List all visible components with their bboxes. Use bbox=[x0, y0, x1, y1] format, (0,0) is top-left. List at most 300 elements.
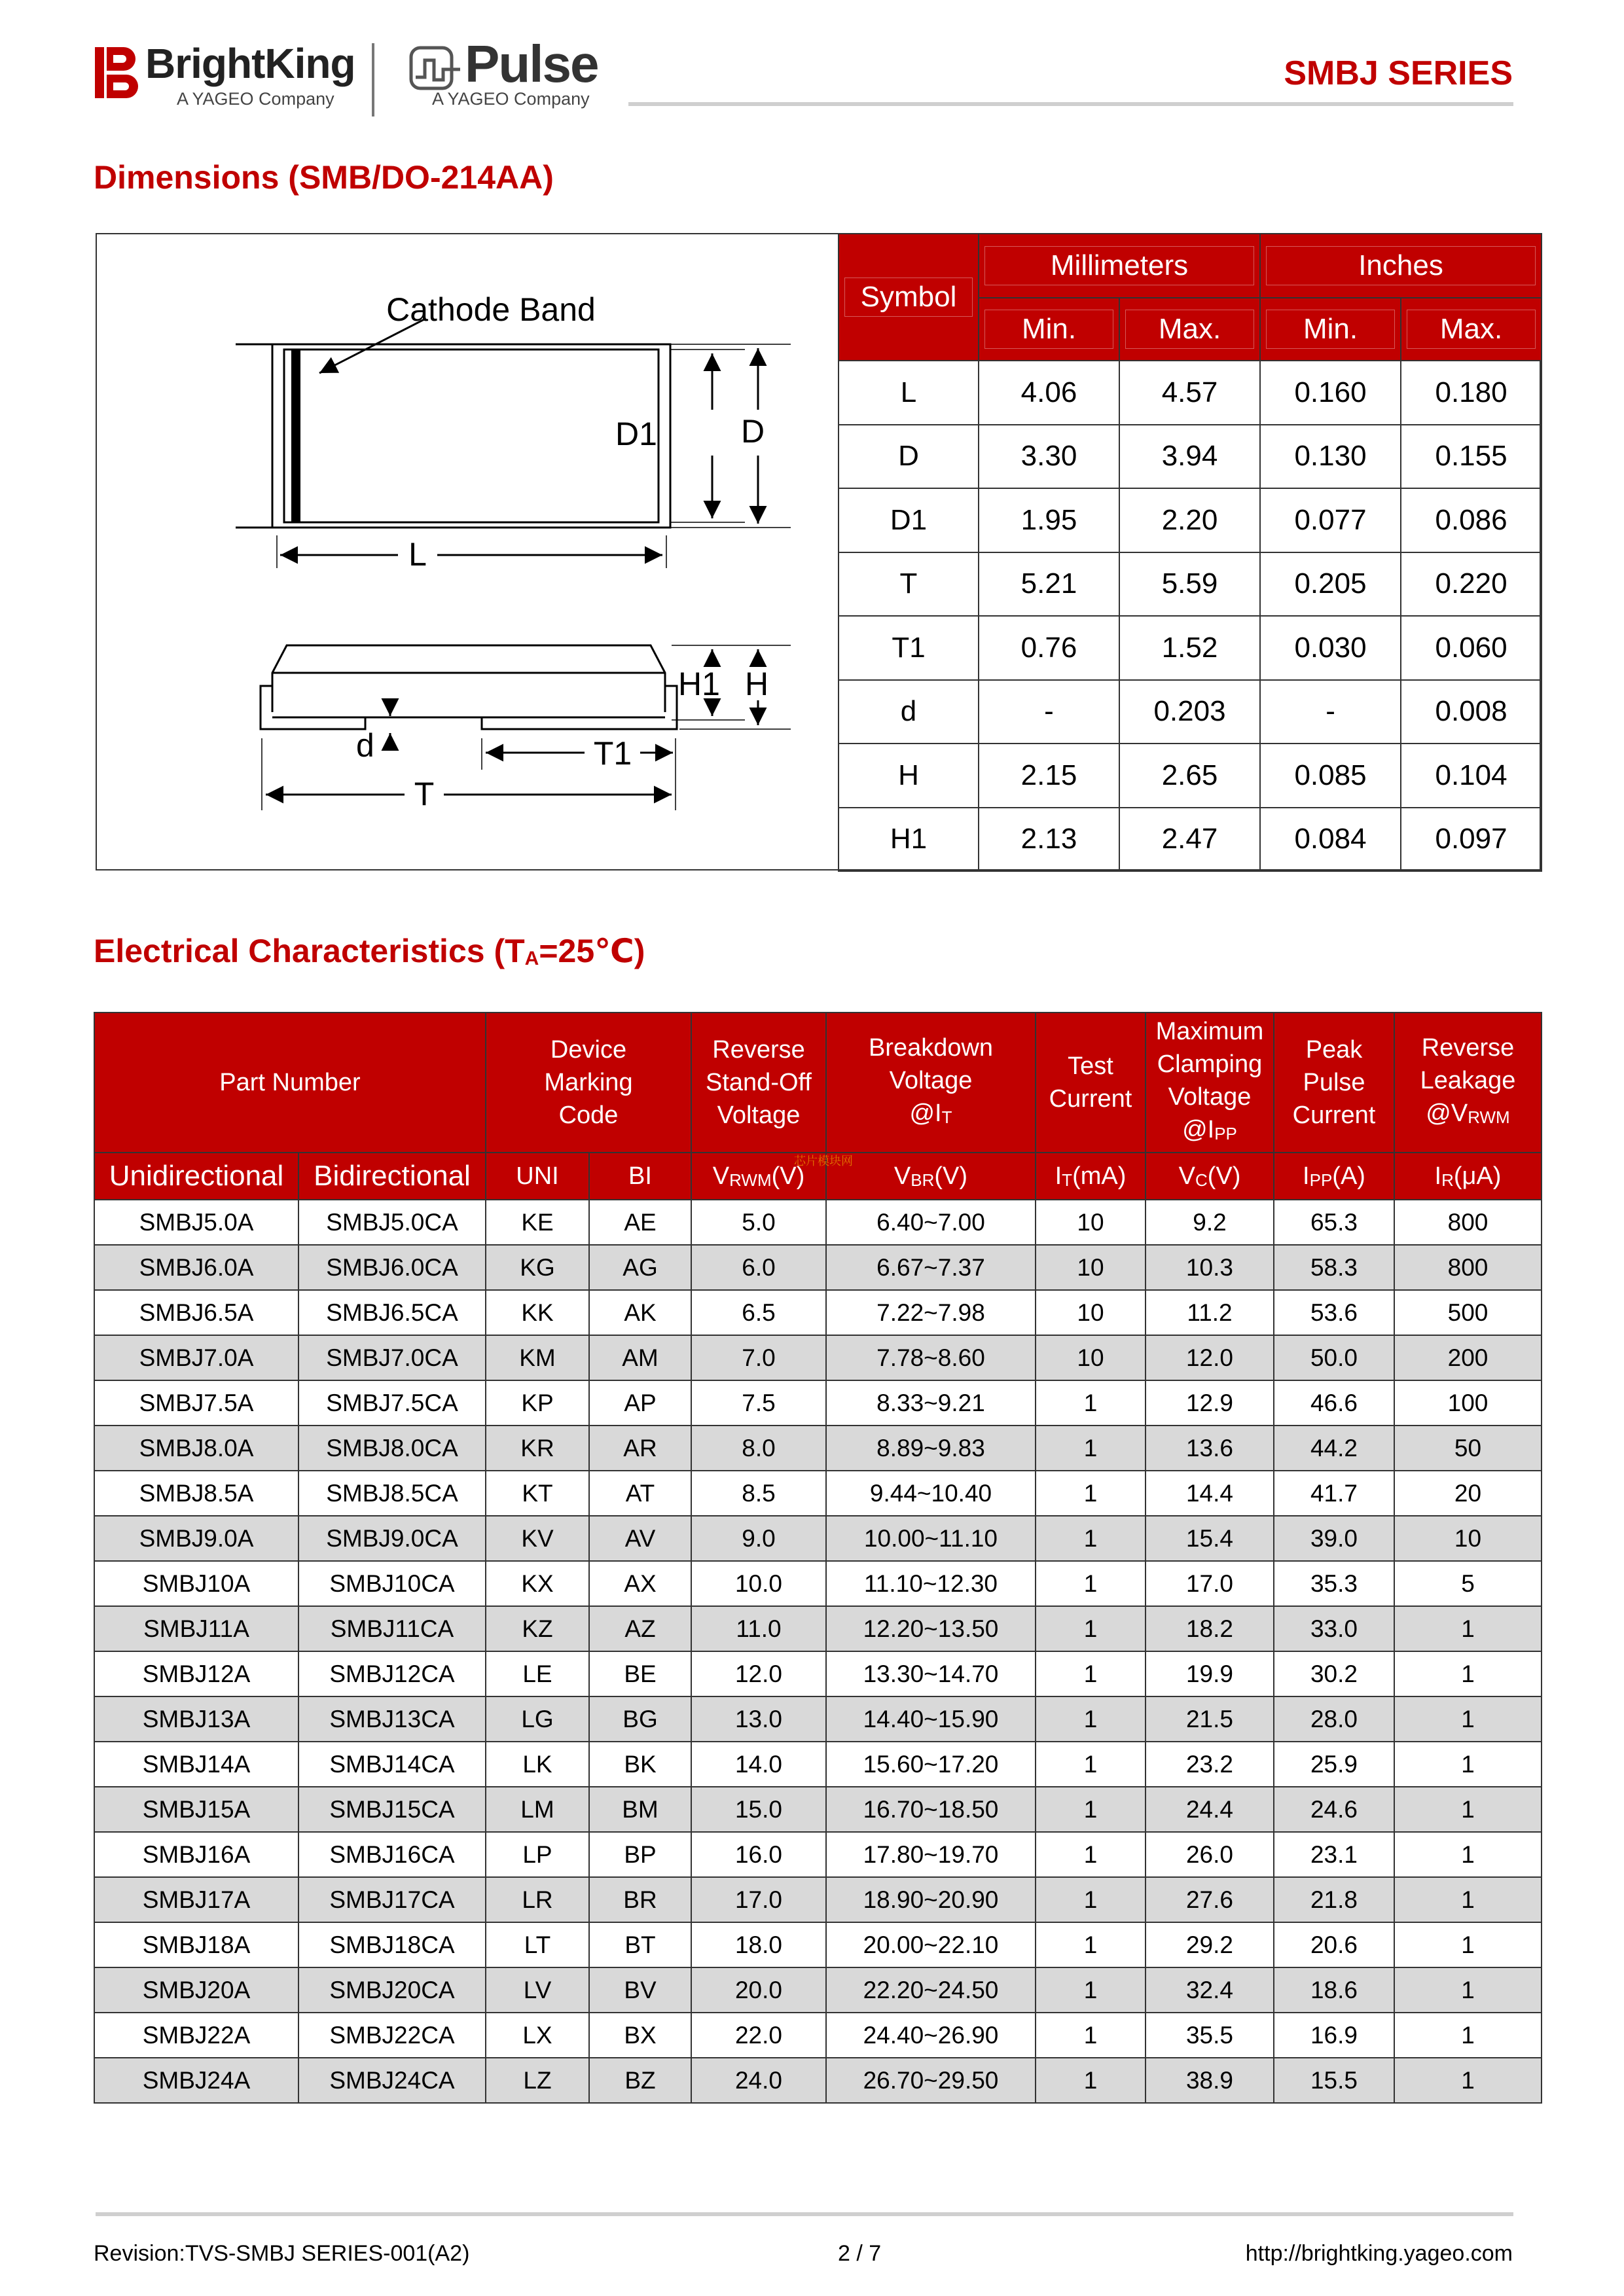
cell-bi-part: SMBJ22CA bbox=[298, 2013, 486, 2058]
uni-header: UNI bbox=[486, 1153, 589, 1200]
cell-vc: 12.0 bbox=[1146, 1335, 1274, 1380]
dimension-cell-mm-max: 4.57 bbox=[1119, 361, 1260, 425]
table-row bbox=[94, 1696, 1542, 1742]
dimension-cell-mm-max: 0.203 bbox=[1119, 680, 1260, 744]
cell-it: 1 bbox=[1036, 1922, 1146, 1967]
cell-vrwm: 6.0 bbox=[691, 1245, 826, 1290]
cell-bi-part: SMBJ6.5CA bbox=[298, 1290, 486, 1335]
dimension-cell-mm-min: 2.13 bbox=[979, 808, 1119, 872]
cell-ir: 1 bbox=[1394, 1787, 1542, 1832]
dimension-cell-mm-max: 5.59 bbox=[1119, 552, 1260, 617]
watermark-text: 芯片模块网 bbox=[794, 1155, 853, 1168]
l-label: L bbox=[408, 536, 427, 573]
cell-bi-code: AX bbox=[589, 1561, 691, 1606]
cell-bi-code: AM bbox=[589, 1335, 691, 1380]
cell-bi-part: SMBJ6.0CA bbox=[298, 1245, 486, 1290]
in-min-header: Min. bbox=[1260, 298, 1401, 361]
bi-header: BI bbox=[589, 1153, 691, 1200]
cell-vrwm: 10.0 bbox=[691, 1561, 826, 1606]
dimension-cell-in-max: 0.060 bbox=[1401, 616, 1542, 680]
device-marking-header: Device Marking Code bbox=[486, 1013, 691, 1153]
cell-uni-code: LV bbox=[486, 1967, 589, 2013]
cell-vbr: 8.33~9.21 bbox=[826, 1380, 1036, 1426]
cell-uni-part: SMBJ7.5A bbox=[94, 1380, 298, 1426]
cell-ipp: 46.6 bbox=[1274, 1380, 1394, 1426]
cell-bi-code: BX bbox=[589, 2013, 691, 2058]
cell-ipp: 33.0 bbox=[1274, 1606, 1394, 1651]
breakdown-voltage-header: Breakdown Voltage $@I_T$ bbox=[826, 1013, 1036, 1153]
cell-uni-part: SMBJ10A bbox=[94, 1561, 298, 1606]
cell-uni-code: KG bbox=[486, 1245, 589, 1290]
dimensions-table bbox=[838, 233, 1542, 872]
dimension-row bbox=[839, 744, 1542, 808]
cell-vrwm: 12.0 bbox=[691, 1651, 826, 1696]
cell-it: 1 bbox=[1036, 1561, 1146, 1606]
cell-ir: 5 bbox=[1394, 1561, 1542, 1606]
dimension-cell-mm-min: - bbox=[979, 680, 1119, 744]
cell-vbr: 15.60~17.20 bbox=[826, 1742, 1036, 1787]
cathode-band-label: Cathode Band bbox=[386, 291, 596, 328]
dimension-cell-mm-max: 1.52 bbox=[1119, 616, 1260, 680]
cell-vrwm: 24.0 bbox=[691, 2058, 826, 2103]
dimension-cell-in-min: 0.084 bbox=[1260, 808, 1401, 872]
vrwm-unit-header: $V_{RWM}(V)$ bbox=[691, 1153, 826, 1200]
cell-vrwm: 8.5 bbox=[691, 1471, 826, 1516]
vbr-unit-header: $V_{BR}(V)$ bbox=[826, 1153, 1036, 1200]
dimension-cell-symbol: T bbox=[839, 552, 979, 617]
cell-vbr: 26.70~29.50 bbox=[826, 2058, 1036, 2103]
cell-vc: 24.4 bbox=[1146, 1787, 1274, 1832]
pulse-logo-icon bbox=[409, 46, 463, 96]
peak-pulse-header: Peak Pulse Current bbox=[1274, 1013, 1394, 1153]
table-row bbox=[94, 1471, 1542, 1516]
cell-uni-part: SMBJ11A bbox=[94, 1606, 298, 1651]
cell-ipp: 15.5 bbox=[1274, 2058, 1394, 2103]
cell-uni-part: SMBJ12A bbox=[94, 1651, 298, 1696]
footer-rule bbox=[96, 2212, 1513, 2216]
ir-unit-header: $I_R(\mu A)$ bbox=[1394, 1153, 1542, 1200]
dimension-cell-in-max: 0.086 bbox=[1401, 488, 1542, 552]
cell-uni-code: LG bbox=[486, 1696, 589, 1742]
cell-it: 1 bbox=[1036, 1877, 1146, 1922]
cell-uni-code: KX bbox=[486, 1561, 589, 1606]
cell-ir: 10 bbox=[1394, 1516, 1542, 1561]
cell-ipp: 28.0 bbox=[1274, 1696, 1394, 1742]
cell-vbr: 24.40~26.90 bbox=[826, 2013, 1036, 2058]
cell-it: 1 bbox=[1036, 1380, 1146, 1426]
cell-vc: 10.3 bbox=[1146, 1245, 1274, 1290]
cell-uni-code: KT bbox=[486, 1471, 589, 1516]
dimension-cell-symbol: H1 bbox=[839, 808, 979, 872]
cell-it: 1 bbox=[1036, 1651, 1146, 1696]
table-row bbox=[94, 1245, 1542, 1290]
cell-vbr: 9.44~10.40 bbox=[826, 1471, 1036, 1516]
dimension-cell-mm-min: 2.15 bbox=[979, 744, 1119, 808]
cell-bi-part: SMBJ7.5CA bbox=[298, 1380, 486, 1426]
brightking-yageo-tagline: A YAGEO Company bbox=[177, 89, 334, 109]
ipp-unit-header: $I_{PP}(A)$ bbox=[1274, 1153, 1394, 1200]
electrical-characteristics-table bbox=[94, 1012, 1542, 2104]
cell-uni-code: LX bbox=[486, 2013, 589, 2058]
table-row bbox=[94, 1200, 1542, 1245]
dimension-cell-mm-min: 5.21 bbox=[979, 552, 1119, 617]
cell-ir: 1 bbox=[1394, 1832, 1542, 1877]
cell-bi-part: SMBJ13CA bbox=[298, 1696, 486, 1742]
cell-ipp: 16.9 bbox=[1274, 2013, 1394, 2058]
max-clamping-header: Maximum Clamping Voltage $@I_{PP}$ bbox=[1146, 1013, 1274, 1153]
electrical-title: Electrical Characteristics $(T_A=25℃)$ bbox=[94, 933, 645, 969]
cell-ir: 800 bbox=[1394, 1245, 1542, 1290]
cell-uni-code: KP bbox=[486, 1380, 589, 1426]
cell-ir: 1 bbox=[1394, 1651, 1542, 1696]
cell-it: 1 bbox=[1036, 1696, 1146, 1742]
cell-vrwm: 13.0 bbox=[691, 1696, 826, 1742]
dimension-cell-in-min: 0.130 bbox=[1260, 425, 1401, 489]
dimension-row bbox=[839, 488, 1542, 552]
cell-ipp: 50.0 bbox=[1274, 1335, 1394, 1380]
cell-vc: 17.0 bbox=[1146, 1561, 1274, 1606]
cell-uni-part: SMBJ5.0A bbox=[94, 1200, 298, 1245]
cell-vc: 21.5 bbox=[1146, 1696, 1274, 1742]
table-row bbox=[94, 1380, 1542, 1426]
test-current-header: Test Current bbox=[1036, 1013, 1146, 1153]
dimension-cell-in-min: - bbox=[1260, 680, 1401, 744]
cell-uni-part: SMBJ20A bbox=[94, 1967, 298, 2013]
cell-uni-code: LM bbox=[486, 1787, 589, 1832]
cell-ipp: 53.6 bbox=[1274, 1290, 1394, 1335]
cell-vc: 9.2 bbox=[1146, 1200, 1274, 1245]
vc-unit-header: $V_C(V)$ bbox=[1146, 1153, 1274, 1200]
cell-uni-code: KK bbox=[486, 1290, 589, 1335]
cell-bi-code: BM bbox=[589, 1787, 691, 1832]
table-row bbox=[94, 1877, 1542, 1922]
cell-bi-part: SMBJ5.0CA bbox=[298, 1200, 486, 1245]
cell-ir: 100 bbox=[1394, 1380, 1542, 1426]
table-row bbox=[94, 1651, 1542, 1696]
cell-it: 1 bbox=[1036, 2058, 1146, 2103]
cell-ir: 1 bbox=[1394, 1696, 1542, 1742]
dimension-cell-in-max: 0.220 bbox=[1401, 552, 1542, 617]
cell-bi-code: AR bbox=[589, 1426, 691, 1471]
cell-uni-code: LE bbox=[486, 1651, 589, 1696]
cell-it: 1 bbox=[1036, 1471, 1146, 1516]
dimension-row bbox=[839, 808, 1542, 872]
cell-ir: 50 bbox=[1394, 1426, 1542, 1471]
cell-uni-part: SMBJ8.0A bbox=[94, 1426, 298, 1471]
cell-bi-code: AV bbox=[589, 1516, 691, 1561]
cell-vbr: 10.00~11.10 bbox=[826, 1516, 1036, 1561]
cell-it: 1 bbox=[1036, 1516, 1146, 1561]
dimension-cell-symbol: D1 bbox=[839, 488, 979, 552]
cell-uni-code: LP bbox=[486, 1832, 589, 1877]
table-row bbox=[94, 2013, 1542, 2058]
cell-vc: 26.0 bbox=[1146, 1832, 1274, 1877]
cell-uni-part: SMBJ17A bbox=[94, 1877, 298, 1922]
cell-uni-part: SMBJ7.0A bbox=[94, 1335, 298, 1380]
t-label: T bbox=[414, 776, 435, 812]
inches-header: Inches bbox=[1260, 234, 1542, 298]
cell-vc: 27.6 bbox=[1146, 1877, 1274, 1922]
cell-bi-code: BZ bbox=[589, 2058, 691, 2103]
cell-it: 1 bbox=[1036, 1787, 1146, 1832]
cell-ipp: 21.8 bbox=[1274, 1877, 1394, 1922]
cell-uni-part: SMBJ15A bbox=[94, 1787, 298, 1832]
cell-vc: 14.4 bbox=[1146, 1471, 1274, 1516]
part-number-header: Part Number bbox=[94, 1013, 486, 1153]
cell-vc: 12.9 bbox=[1146, 1380, 1274, 1426]
dimension-cell-in-min: 0.085 bbox=[1260, 744, 1401, 808]
dimension-cell-mm-max: 2.47 bbox=[1119, 808, 1260, 872]
table-row bbox=[94, 1426, 1542, 1471]
cell-vc: 32.4 bbox=[1146, 1967, 1274, 2013]
cell-it: 10 bbox=[1036, 1290, 1146, 1335]
dimension-cell-mm-max: 3.94 bbox=[1119, 425, 1260, 489]
cell-bi-part: SMBJ14CA bbox=[298, 1742, 486, 1787]
cell-bi-code: BV bbox=[589, 1967, 691, 2013]
cell-uni-code: KZ bbox=[486, 1606, 589, 1651]
dimension-cell-in-max: 0.008 bbox=[1401, 680, 1542, 744]
h-label: H bbox=[745, 666, 769, 702]
cell-ir: 1 bbox=[1394, 1967, 1542, 2013]
cell-bi-part: SMBJ10CA bbox=[298, 1561, 486, 1606]
package-outline-drawing bbox=[97, 234, 838, 869]
cell-vbr: 20.00~22.10 bbox=[826, 1922, 1036, 1967]
cell-bi-part: SMBJ24CA bbox=[298, 2058, 486, 2103]
cell-vrwm: 17.0 bbox=[691, 1877, 826, 1922]
dimension-cell-mm-min: 0.76 bbox=[979, 616, 1119, 680]
table-row bbox=[94, 1516, 1542, 1561]
cell-vrwm: 14.0 bbox=[691, 1742, 826, 1787]
cell-vc: 23.2 bbox=[1146, 1742, 1274, 1787]
cell-bi-code: AG bbox=[589, 1245, 691, 1290]
reverse-standoff-header: Reverse Stand-Off Voltage bbox=[691, 1013, 826, 1153]
table-row bbox=[94, 1967, 1542, 2013]
cell-it: 1 bbox=[1036, 1606, 1146, 1651]
cell-uni-part: SMBJ18A bbox=[94, 1922, 298, 1967]
cell-vc: 13.6 bbox=[1146, 1426, 1274, 1471]
cell-ir: 1 bbox=[1394, 1606, 1542, 1651]
dimension-row bbox=[839, 425, 1542, 489]
it-unit-header: $I_T(mA)$ bbox=[1036, 1153, 1146, 1200]
cell-ir: 200 bbox=[1394, 1335, 1542, 1380]
cell-vrwm: 16.0 bbox=[691, 1832, 826, 1877]
cell-it: 1 bbox=[1036, 2013, 1146, 2058]
cell-bi-part: SMBJ11CA bbox=[298, 1606, 486, 1651]
cell-vrwm: 8.0 bbox=[691, 1426, 826, 1471]
unidirectional-header: Unidirectional bbox=[94, 1153, 298, 1200]
cell-bi-part: SMBJ8.0CA bbox=[298, 1426, 486, 1471]
footer-page-number: 2 / 7 bbox=[838, 2241, 882, 2266]
cell-bi-part: SMBJ18CA bbox=[298, 1922, 486, 1967]
cell-ipp: 24.6 bbox=[1274, 1787, 1394, 1832]
millimeters-header: Millimeters bbox=[979, 234, 1260, 298]
cell-vbr: 7.78~8.60 bbox=[826, 1335, 1036, 1380]
cell-ir: 1 bbox=[1394, 1922, 1542, 1967]
dimension-cell-in-min: 0.030 bbox=[1260, 616, 1401, 680]
cell-vc: 29.2 bbox=[1146, 1922, 1274, 1967]
table-row bbox=[94, 1832, 1542, 1877]
cell-vbr: 14.40~15.90 bbox=[826, 1696, 1036, 1742]
h1-label: H1 bbox=[678, 666, 720, 702]
table-row bbox=[94, 1922, 1542, 1967]
cell-bi-code: AT bbox=[589, 1471, 691, 1516]
cell-uni-code: LT bbox=[486, 1922, 589, 1967]
dimension-row bbox=[839, 361, 1542, 425]
footer-revision: Revision:TVS-SMBJ SERIES-001(A2) bbox=[94, 2241, 470, 2266]
cell-bi-part: SMBJ20CA bbox=[298, 1967, 486, 2013]
cell-it: 10 bbox=[1036, 1245, 1146, 1290]
dimension-cell-in-min: 0.160 bbox=[1260, 361, 1401, 425]
table-row bbox=[94, 1606, 1542, 1651]
dimension-cell-symbol: L bbox=[839, 361, 979, 425]
small-d-label: d bbox=[356, 727, 374, 764]
cell-it: 1 bbox=[1036, 1832, 1146, 1877]
dimension-cell-symbol: D bbox=[839, 425, 979, 489]
table-row bbox=[94, 1335, 1542, 1380]
cell-bi-code: AP bbox=[589, 1380, 691, 1426]
cell-bi-code: BT bbox=[589, 1922, 691, 1967]
cell-uni-part: SMBJ13A bbox=[94, 1696, 298, 1742]
cell-vbr: 11.10~12.30 bbox=[826, 1561, 1036, 1606]
dimension-row bbox=[839, 616, 1542, 680]
dimension-cell-in-min: 0.077 bbox=[1260, 488, 1401, 552]
header-rule bbox=[628, 102, 1513, 106]
cell-ipp: 44.2 bbox=[1274, 1426, 1394, 1471]
cell-vrwm: 7.5 bbox=[691, 1380, 826, 1426]
cell-vbr: 22.20~24.50 bbox=[826, 1967, 1036, 2013]
cell-ipp: 39.0 bbox=[1274, 1516, 1394, 1561]
cell-uni-part: SMBJ22A bbox=[94, 2013, 298, 2058]
cell-bi-code: BK bbox=[589, 1742, 691, 1787]
dimension-cell-in-min: 0.205 bbox=[1260, 552, 1401, 617]
cell-uni-part: SMBJ6.0A bbox=[94, 1245, 298, 1290]
dimension-cell-in-max: 0.097 bbox=[1401, 808, 1542, 872]
cell-bi-part: SMBJ8.5CA bbox=[298, 1471, 486, 1516]
pulse-yageo-tagline: A YAGEO Company bbox=[432, 89, 590, 109]
d-label: D bbox=[741, 413, 765, 450]
table-row bbox=[94, 2058, 1542, 2103]
cell-ipp: 18.6 bbox=[1274, 1967, 1394, 2013]
cell-uni-code: KV bbox=[486, 1516, 589, 1561]
cell-ir: 1 bbox=[1394, 2013, 1542, 2058]
cell-it: 10 bbox=[1036, 1335, 1146, 1380]
cell-vrwm: 18.0 bbox=[691, 1922, 826, 1967]
in-max-header: Max. bbox=[1401, 298, 1542, 361]
table-row bbox=[94, 1742, 1542, 1787]
cell-uni-part: SMBJ24A bbox=[94, 2058, 298, 2103]
cell-ipp: 25.9 bbox=[1274, 1742, 1394, 1787]
table-row bbox=[94, 1290, 1542, 1335]
cell-ir: 1 bbox=[1394, 1742, 1542, 1787]
mm-min-header: Min. bbox=[979, 298, 1119, 361]
cell-vrwm: 20.0 bbox=[691, 1967, 826, 2013]
cell-vc: 35.5 bbox=[1146, 2013, 1274, 2058]
cell-uni-code: KR bbox=[486, 1426, 589, 1471]
cell-it: 1 bbox=[1036, 1742, 1146, 1787]
cell-vc: 18.2 bbox=[1146, 1606, 1274, 1651]
cell-vbr: 7.22~7.98 bbox=[826, 1290, 1036, 1335]
dimension-row bbox=[839, 552, 1542, 617]
dimension-cell-mm-max: 2.65 bbox=[1119, 744, 1260, 808]
bidirectional-header: Bidirectional bbox=[298, 1153, 486, 1200]
cell-vrwm: 22.0 bbox=[691, 2013, 826, 2058]
cell-it: 10 bbox=[1036, 1200, 1146, 1245]
cell-bi-code: AZ bbox=[589, 1606, 691, 1651]
cell-vc: 19.9 bbox=[1146, 1651, 1274, 1696]
cell-bi-part: SMBJ9.0CA bbox=[298, 1516, 486, 1561]
cell-bi-part: SMBJ7.0CA bbox=[298, 1335, 486, 1380]
cell-vbr: 12.20~13.50 bbox=[826, 1606, 1036, 1651]
cell-vbr: 13.30~14.70 bbox=[826, 1651, 1036, 1696]
dimension-row bbox=[839, 680, 1542, 744]
series-title: SMBJ SERIES bbox=[1284, 54, 1513, 92]
cell-ir: 1 bbox=[1394, 1877, 1542, 1922]
cell-bi-code: AE bbox=[589, 1200, 691, 1245]
cell-vbr: 16.70~18.50 bbox=[826, 1787, 1036, 1832]
cell-ipp: 58.3 bbox=[1274, 1245, 1394, 1290]
cell-uni-code: LR bbox=[486, 1877, 589, 1922]
cell-uni-code: KE bbox=[486, 1200, 589, 1245]
table-row bbox=[94, 1561, 1542, 1606]
cell-bi-code: BE bbox=[589, 1651, 691, 1696]
dimension-cell-in-max: 0.104 bbox=[1401, 744, 1542, 808]
dimension-cell-symbol: H bbox=[839, 744, 979, 808]
cell-vbr: 6.67~7.37 bbox=[826, 1245, 1036, 1290]
cell-vc: 38.9 bbox=[1146, 2058, 1274, 2103]
cell-vrwm: 15.0 bbox=[691, 1787, 826, 1832]
cell-vrwm: 5.0 bbox=[691, 1200, 826, 1245]
cell-uni-part: SMBJ8.5A bbox=[94, 1471, 298, 1516]
cell-uni-code: LK bbox=[486, 1742, 589, 1787]
t1-label: T1 bbox=[593, 735, 632, 772]
cell-uni-code: KM bbox=[486, 1335, 589, 1380]
cell-bi-part: SMBJ15CA bbox=[298, 1787, 486, 1832]
mm-max-header: Max. bbox=[1119, 298, 1260, 361]
d1-label: D1 bbox=[615, 416, 657, 452]
dimension-cell-in-max: 0.180 bbox=[1401, 361, 1542, 425]
brightking-brand-name: BrightKing bbox=[145, 40, 355, 87]
cell-ipp: 35.3 bbox=[1274, 1561, 1394, 1606]
brand-separator bbox=[372, 43, 374, 117]
cell-ipp: 23.1 bbox=[1274, 1832, 1394, 1877]
cell-vbr: 6.40~7.00 bbox=[826, 1200, 1036, 1245]
dimension-cell-mm-max: 2.20 bbox=[1119, 488, 1260, 552]
symbol-header: Symbol bbox=[839, 234, 979, 361]
cell-bi-part: SMBJ17CA bbox=[298, 1877, 486, 1922]
cell-uni-part: SMBJ9.0A bbox=[94, 1516, 298, 1561]
cell-uni-part: SMBJ14A bbox=[94, 1742, 298, 1787]
cell-bi-code: AK bbox=[589, 1290, 691, 1335]
brightking-logo-icon bbox=[94, 46, 139, 99]
cell-ipp: 20.6 bbox=[1274, 1922, 1394, 1967]
cell-ir: 500 bbox=[1394, 1290, 1542, 1335]
cell-vc: 11.2 bbox=[1146, 1290, 1274, 1335]
cell-bi-code: BR bbox=[589, 1877, 691, 1922]
footer-url: http://brightking.yageo.com bbox=[1245, 2241, 1513, 2266]
dimension-cell-symbol: T1 bbox=[839, 616, 979, 680]
cell-vrwm: 11.0 bbox=[691, 1606, 826, 1651]
cell-ipp: 30.2 bbox=[1274, 1651, 1394, 1696]
dimension-cell-in-max: 0.155 bbox=[1401, 425, 1542, 489]
table-row bbox=[94, 1787, 1542, 1832]
cell-ir: 20 bbox=[1394, 1471, 1542, 1516]
cell-uni-code: LZ bbox=[486, 2058, 589, 2103]
cell-bi-part: SMBJ12CA bbox=[298, 1651, 486, 1696]
cell-it: 1 bbox=[1036, 1426, 1146, 1471]
cell-bi-code: BG bbox=[589, 1696, 691, 1742]
dimension-cell-symbol: d bbox=[839, 680, 979, 744]
cell-vrwm: 6.5 bbox=[691, 1290, 826, 1335]
